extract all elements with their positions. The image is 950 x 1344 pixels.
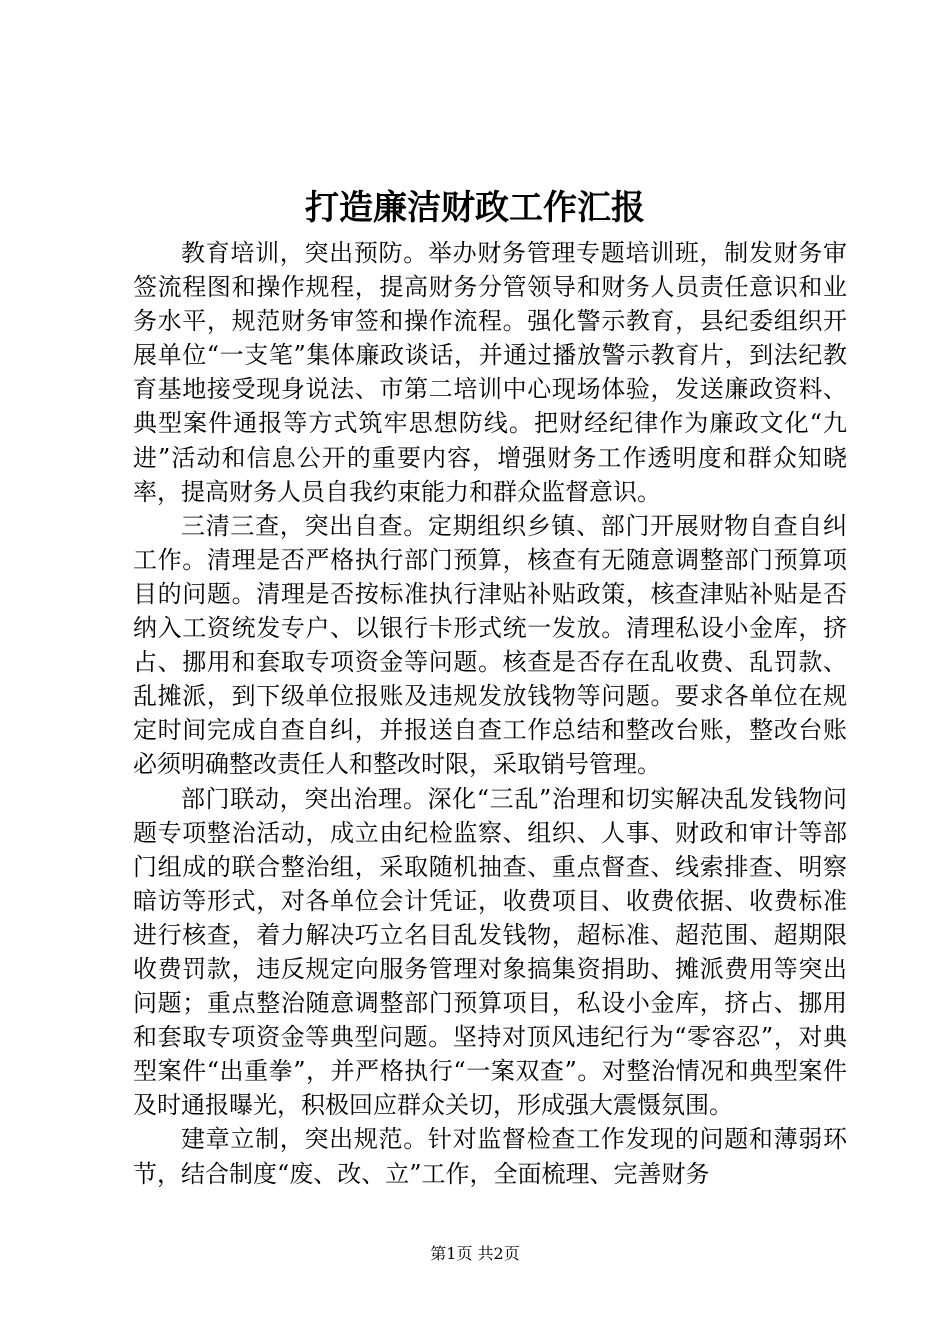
page-number-footer: 第1页 共2页: [430, 1244, 520, 1263]
paragraph-joint-governance: 部门联动，突出治理。深化“三乱”治理和切实解决乱发钱物问题专项整治活动，成立由纪检监察、组织、人事、财政和审计等部门组成的联合整治组，采取随机抽查、重点督查、线索排查、明察暗访等形式，对各单位会计凭证，收费项目、收费依据、收费标准进行核查，着力解决巧立名目乱发钱物，超标准、超范围、超期限收费罚款，违反规定向服务管理对象搞集资捐助、摊派费用等突出问题；重点整治随意调整部门预算项目，私设小金库，挤占、挪用和套取专项资金等典型问题。坚持对顶风违纪行为“零容忍”，对典型案件“出重拳”，并严格执行“一案双查”。对整治情况和典型案件及时通报曝光，积极回应群众关切，形成强大震慑氛围。: [133, 784, 847, 1120]
document-body: [133, 236, 847, 1191]
paragraph-rules-regulation: 建章立制，突出规范。针对监督检查工作发现的问题和薄弱环节，结合制度“废、改、立”工作，全面梳理、完善财务: [133, 1125, 847, 1188]
document-title: 打造廉洁财政工作汇报: [305, 188, 645, 228]
paragraph-self-inspection: 三清三查，突出自查。定期组织乡镇、部门开展财物自查自纠工作。清理是否严格执行部门预算，核查有无随意调整部门预算项目的问题。清理是否按标准执行津贴补贴政策，核查津贴补贴是否纳入工资统发专户、以银行卡形式统一发放。清理私设小金库，挤占、挪用和套取专项资金等问题。核查是否存在乱收费、乱罚款、乱摊派，到下级单位报账及违规发放钱物等问题。要求各单位在规定时间完成自查自纠，并报送自查工作总结和整改台账，整改台账必须明确整改责任人和整改时限，采取销号管理。: [133, 511, 847, 779]
paragraph-education-training: 教育培训，突出预防。举办财务管理专题培训班，制发财务审签流程图和操作规程，提高财务分管领导和财务人员责任意识和业务水平，规范财务审签和操作流程。强化警示教育，县纪委组织开展单位“一支笔”集体廉政谈话，并通过播放警示教育片，到法纪教育基地接受现身说法、市第二培训中心现场体验，发送廉政资料、典型案件通报等方式筑牢思想防线。把财经纪律作为廉政文化“九进”活动和信息公开的重要内容，增强财务工作透明度和群众知晓率，提高财务人员自我约束能力和群众监督意识。: [133, 239, 847, 506]
